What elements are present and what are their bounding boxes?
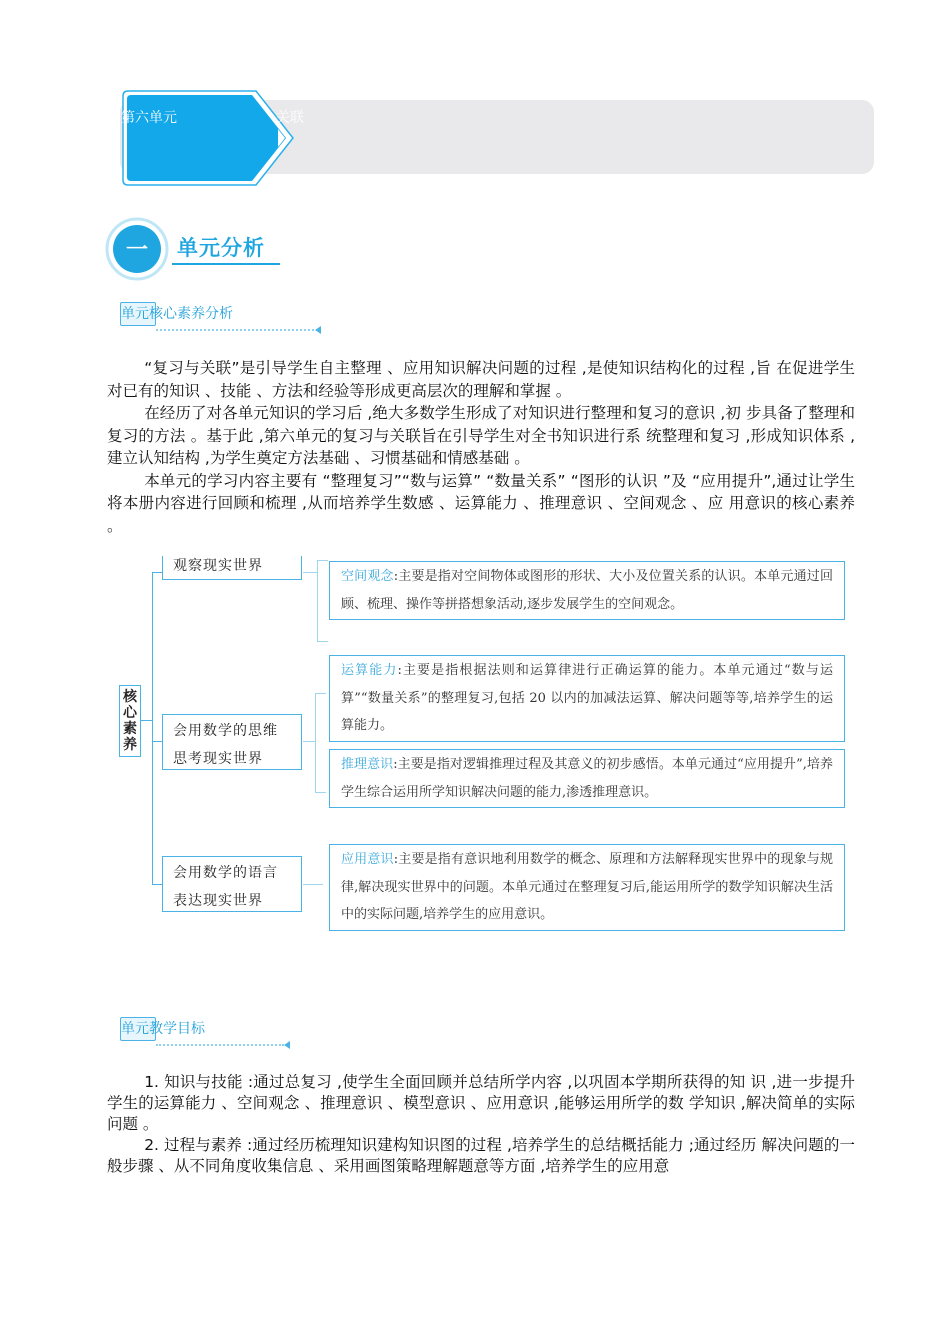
category-line: 表达现实世界: [173, 893, 263, 909]
bracket-connector: [317, 560, 328, 642]
paragraph: 在经历了对各单元知识的学习后 ,绝大多数学生形成了对知识进行整理和复习的意识 ,初 步具备了整理和复习的方法 。基于此 ,第六单元的复习与关联旨在引导学生对全书知识进行系 统整理和复习 ,形成知识体系 ,建立认知结构 ,为学生奠定方法基础 、习惯基础和情感基础 。: [107, 404, 855, 467]
core-literacy-label: [119, 685, 141, 757]
category-line: 会用数学的语言: [173, 865, 278, 881]
detail-keyword: 推理意识: [341, 757, 394, 772]
category-line: 思考现实世界: [173, 751, 263, 767]
connector-line: [303, 572, 317, 573]
goal-item: 2. 过程与素养 :通过经历梳理知识建构知识图的过程 ,培养学生的总结概括能力 ;通过经历 解决问题的一般步骤 、从不同角度收集信息 、采用画图策略理解题意等方面 ,培养学生的应用意: [107, 1136, 855, 1175]
arrow-left-icon: [315, 326, 321, 334]
section-number-badge: [104, 216, 170, 282]
goals-text: [107, 1072, 855, 1177]
paragraph: 本单元的学习内容主要有 “整理复习”“数与运算” “数量关系” “图形的认识 ”及 “应用提升”,通过让学生将本册内容进行回顾和梳理 ,从而培养学生数感 、运算能力 、推理意识 、空间观念 、应 用意识的核心素养 。: [107, 471, 855, 535]
detail-keyword: 运算能力: [341, 663, 398, 678]
section-number: 一: [125, 238, 149, 263]
unit-label: 第六单元: [121, 110, 177, 126]
connector-trunk: [152, 572, 153, 884]
subheading-core-literacy: 单元核心素养分析: [121, 306, 233, 322]
connector-line: [140, 720, 152, 721]
connector-line: [152, 572, 162, 573]
connector-line: [152, 884, 162, 885]
detail-text: :主要是指根据法则和运算律进行正确运算的能力。本单元通过“数与运算”“数量关系”的整理复习,包括 20 以内的加减法运算、解决问题等等,培养学生的运算能力。: [341, 663, 833, 733]
subheading-teaching-goals: 单元教学目标: [121, 1021, 205, 1037]
connector-line: [152, 741, 162, 742]
subheading-dotted-line: [156, 329, 314, 331]
detail-box-reasoning: [329, 749, 845, 808]
detail-box-spatial: [329, 561, 845, 620]
arrow-left-icon: [284, 1041, 290, 1049]
core-literacy-text: 核心素养: [123, 689, 137, 753]
detail-box-application: [329, 844, 845, 931]
detail-text: :主要是指对逻辑推理过程及其意义的初步感悟。本单元通过“应用提升”,培养学生综合运用所学知识解决问题的能力,渗透推理意识。: [341, 757, 833, 800]
paragraph: “复习与关联”是引导学生自主整理 、应用知识解决问题的过程 ,是使知识结构化的过程 ,旨 在促进学生对已有的知识 、技能 、方法和经验等形成更高层次的理解和掌握 。: [107, 359, 855, 400]
section-title-underline: [172, 263, 280, 265]
category-box: [162, 556, 302, 580]
intro-text: [107, 357, 855, 537]
header-banner-badge: [122, 90, 294, 186]
unit-title-fragment: 关联: [276, 110, 304, 126]
detail-text: :主要是指有意识地利用数学的概念、原理和方法解释现实世界中的现象与规律,解决现实世界中的问题。本单元通过在整理复习后,能运用所学的数学知识解决生活中的实际问题,培养学生的应用意识。: [341, 852, 833, 922]
category-line: 观察现实世界: [173, 558, 263, 574]
goal-item: 1. 知识与技能 :通过总复习 ,使学生全面回顾并总结所学内容 ,以巩固本学期所获得的知 识 ,进一步提升学生的运算能力 、空间观念 、推理意识 、模型意识 、应用意识 ,能够运用所学的数 学知识 ,解决简单的实际问题 。: [107, 1073, 855, 1133]
connector-line: [303, 884, 323, 885]
subheading-dotted-line: [156, 1044, 284, 1046]
connector-line: [303, 741, 315, 742]
section-title: 单元分析: [177, 236, 265, 260]
detail-keyword: 应用意识: [341, 852, 394, 867]
detail-box-computation: [329, 655, 845, 742]
category-line: 会用数学的思维: [173, 723, 278, 739]
category-box: [162, 856, 302, 912]
detail-text: :主要是指对空间物体或图形的形状、大小及位置关系的认识。本单元通过回顾、梳理、操作等拼搭想象活动,逐步发展学生的空间观念。: [341, 569, 833, 612]
bracket-connector: [315, 693, 326, 793]
detail-keyword: 空间观念: [341, 569, 394, 584]
category-box: [162, 714, 302, 770]
